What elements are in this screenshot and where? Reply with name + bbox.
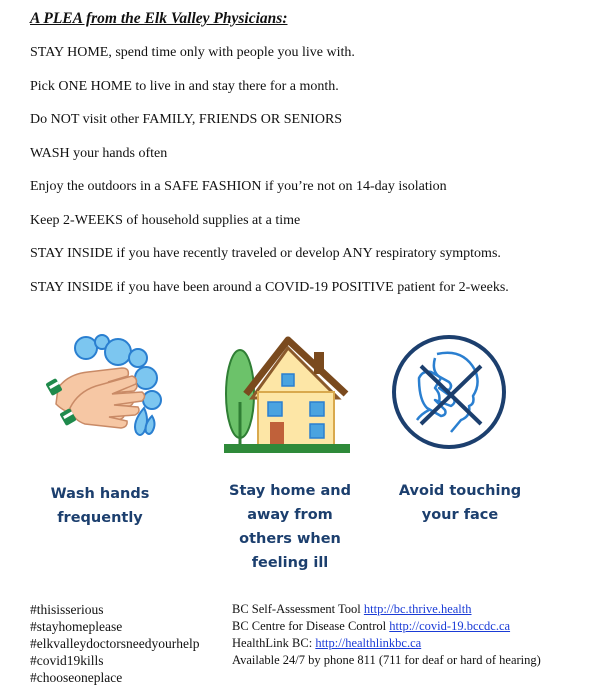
hashtag: #chooseoneplace — [30, 670, 123, 685]
avoid-face-caption: Avoid touching your face — [398, 483, 522, 523]
resource-list — [232, 601, 541, 669]
house-icon — [222, 332, 352, 457]
plea-stay-home: STAY HOME, spend time only with people you live with. — [30, 45, 355, 60]
self-assessment-link[interactable]: http://bc.thrive.health — [363, 602, 472, 616]
hand-washing-icon — [40, 330, 170, 450]
healthlink-link[interactable]: http://healthlinkbc.ca — [315, 636, 422, 650]
wash-hands-caption: Wash hands frequently — [50, 486, 150, 526]
plea-stay-inside-travel: STAY INSIDE if you have recently traveled or develop ANY respiratory symptoms. — [30, 246, 501, 261]
hashtag-list — [30, 601, 199, 686]
resource-phone: Available 24/7 by phone 811 (711 for deaf or hard of hearing) — [232, 653, 541, 667]
hashtag: #thisisserious — [30, 602, 104, 617]
plea-wash-hands: WASH your hands often — [30, 146, 168, 161]
stay-home-caption: Stay home and away from others when feeling ill — [229, 483, 351, 571]
hashtag: #stayhomeplease — [30, 619, 123, 634]
resource-self-assessment: BC Self-Assessment Tool http://bc.thrive.health — [232, 602, 472, 616]
document-title: A PLEA from the Elk Valley Physicians: — [30, 10, 288, 27]
hashtag: #covid19kills — [30, 653, 104, 668]
plea-one-home: Pick ONE HOME to live in and stay there for a month. — [30, 79, 339, 94]
plea-stay-inside-positive: STAY INSIDE if you have been around a COVID-19 POSITIVE patient for 2-weeks. — [30, 280, 509, 295]
resource-healthlink: HealthLink BC: http://healthlinkbc.ca — [232, 636, 422, 650]
plea-supplies: Keep 2-WEEKS of household supplies at a time — [30, 213, 301, 228]
plea-no-visits: Do NOT visit other FAMILY, FRIENDS OR SENIORS — [30, 112, 343, 127]
plea-outdoors: Enjoy the outdoors in a SAFE FASHION if you’re not on 14-day isolation — [30, 179, 447, 194]
resource-bccdc: BC Centre for Disease Control http://covid-19.bccdc.ca — [232, 619, 511, 633]
bccdc-link[interactable]: http://covid-19.bccdc.ca — [389, 619, 511, 633]
no-face-touching-icon — [389, 332, 509, 452]
hashtag: #elkvalleydoctorsneedyourhelp — [30, 636, 200, 651]
